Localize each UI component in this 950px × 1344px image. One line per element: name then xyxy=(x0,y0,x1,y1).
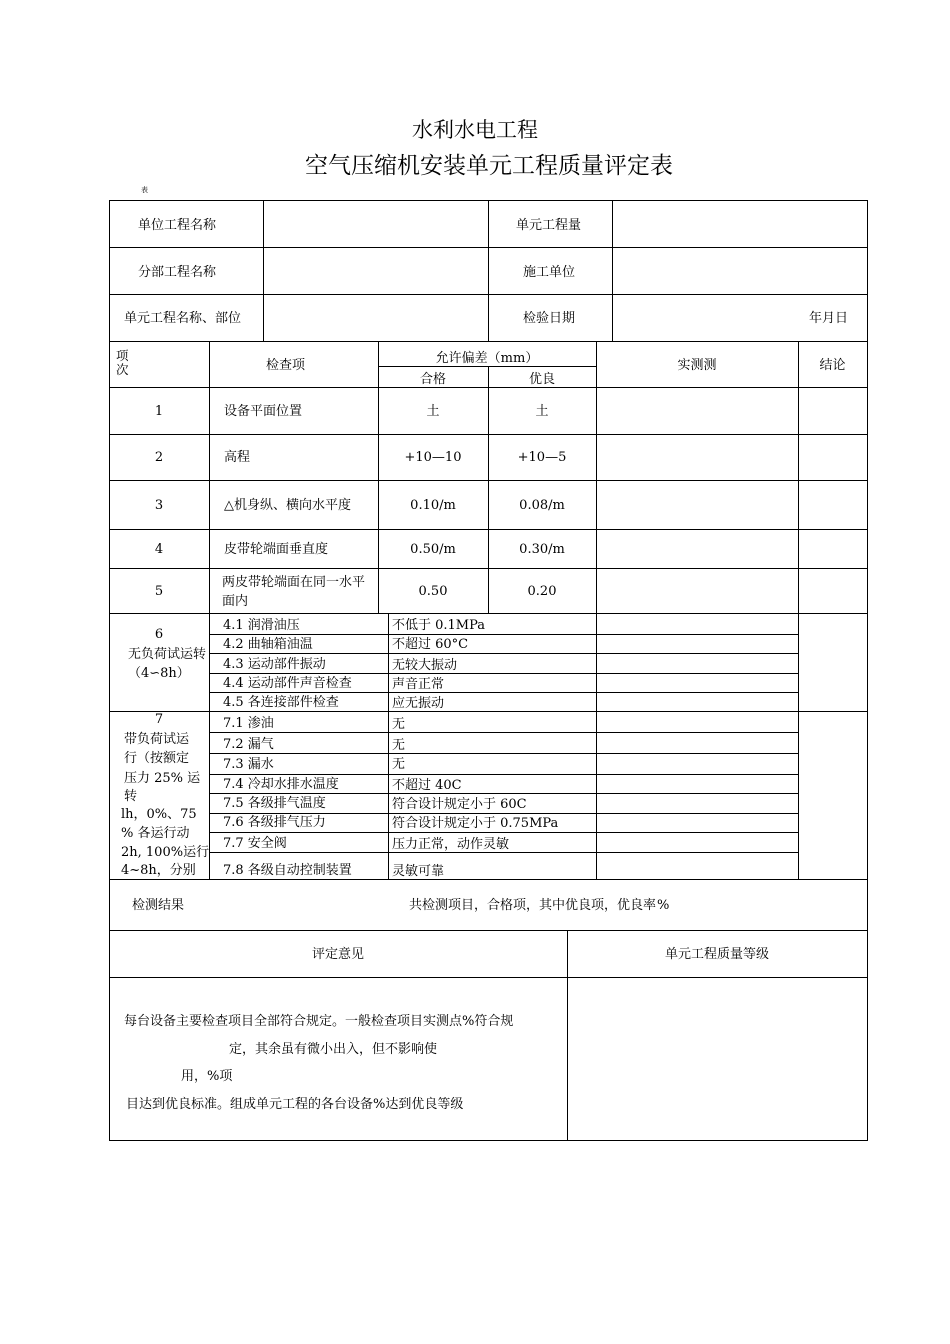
division-project-name-label: 分部工程名称 xyxy=(138,265,217,280)
group7-req: 不超过 40C xyxy=(392,778,462,793)
group7-item: 7.7 安全阀 xyxy=(223,836,287,851)
group6-item: 4.1 润滑油压 xyxy=(223,618,300,633)
group7-item: 7.8 各级自动控制装置 xyxy=(223,863,352,878)
group7-req: 灵敏可靠 xyxy=(392,864,445,879)
group6-req: 应无振动 xyxy=(392,696,445,711)
construction-unit-label: 施工单位 xyxy=(523,265,576,280)
group7-item: 7.4 冷却水排水温度 xyxy=(223,777,339,792)
group7-req: 压力正常，动作灵敏 xyxy=(392,837,510,852)
row-qualified: 土 xyxy=(426,404,440,419)
group7-label-line: 2h, 100%运行 xyxy=(121,845,210,860)
group6-item: 4.4 运动部件声音检查 xyxy=(223,676,352,691)
group6-no: 6 xyxy=(154,627,164,642)
measured-header: 实测测 xyxy=(677,358,717,373)
evaluation-text-line: 每台设备主要检查项目全部符合规定。一般检查项目实测点%符合规 xyxy=(124,1014,514,1029)
row-no: 1 xyxy=(154,404,164,419)
result-text: 共检测项目，合格项，其中优良项，优良率 xyxy=(409,898,657,913)
element-name-location-label: 单元工程名称、部位 xyxy=(124,311,242,326)
group6-req: 不超过 60°C xyxy=(392,637,469,652)
row-item: 皮带轮端面垂直度 xyxy=(224,542,329,557)
row-qualified: 0.50 xyxy=(418,584,448,599)
group7-req: 无 xyxy=(392,738,406,753)
evaluation-text-line: 用，%项 xyxy=(181,1069,233,1084)
group7-item: 7.1 渗油 xyxy=(223,716,274,731)
evaluation-text-line: 目达到优良标准。组成单元工程的各台设备%达到优良等级 xyxy=(126,1097,464,1112)
group7-label-line: 4~8h，分别 xyxy=(121,863,196,878)
group7-req: 无 xyxy=(392,717,406,732)
group7-label-line: lh，0%、75 xyxy=(121,807,197,822)
inspection-date-label: 检验日期 xyxy=(523,311,576,326)
group6-item: 4.5 各连接部件检查 xyxy=(223,695,339,710)
row-no: 2 xyxy=(154,450,164,465)
item-no-header-line2: 次 xyxy=(116,362,129,377)
row-item: 设备平面位置 xyxy=(224,404,303,419)
excellent-header: 优良 xyxy=(528,372,555,387)
group7-no: 7 xyxy=(154,712,164,727)
document-subtitle: 空气压缩机安装单元工程质量评定表 xyxy=(305,153,673,179)
row-item: △机身纵、横向水平度 xyxy=(224,498,351,513)
row-excellent: 0.20 xyxy=(527,584,557,599)
group7-label-line: 带负荷试运 xyxy=(124,732,190,747)
row-qualified: +10—10 xyxy=(404,450,462,465)
evaluation-opinion-label: 评定意见 xyxy=(311,947,364,962)
row-excellent: 土 xyxy=(535,404,549,419)
group7-item: 7.6 各级排气压力 xyxy=(223,815,326,830)
date-value: 年月日 xyxy=(809,311,849,326)
row-qualified: 0.10/m xyxy=(410,498,456,513)
result-percent: % xyxy=(657,898,670,913)
group6-label: 无负荷试运转（4∽8h） xyxy=(128,647,207,681)
document-title: 水利水电工程 xyxy=(412,118,538,142)
conclusion-header: 结论 xyxy=(819,358,846,373)
group7-label-line: 压力 25% 运 xyxy=(124,771,201,786)
group7-label-line: % 各运行动 xyxy=(121,826,190,841)
row-qualified: 0.50/m xyxy=(410,542,456,557)
row-no: 4 xyxy=(154,542,164,557)
group6-item: 4.3 运动部件振动 xyxy=(223,657,326,672)
row-excellent: +10—5 xyxy=(517,450,567,465)
group7-label-line: 转 xyxy=(124,789,138,804)
group7-req: 符合设计规定小于 0.75MPa xyxy=(392,816,559,831)
tolerance-header: 允许偏差（mm） xyxy=(435,351,539,366)
qualified-header: 合格 xyxy=(419,372,446,387)
row-excellent: 0.30/m xyxy=(519,542,565,557)
check-item-header: 检查项 xyxy=(266,358,306,373)
group6-req: 不低于 0.1MPa xyxy=(392,618,486,633)
item-no-header-line1: 项 xyxy=(116,348,129,363)
group6-req: 无较大振动 xyxy=(392,658,458,673)
group7-req: 无 xyxy=(392,757,406,772)
group6-req: 声音正常 xyxy=(392,677,445,692)
group7-req: 符合设计规定小于 60C xyxy=(392,797,527,812)
group7-item: 7.5 各级排气温度 xyxy=(223,796,326,811)
row-excellent: 0.08/m xyxy=(519,498,565,513)
group7-label-line: 行（按额定 xyxy=(124,751,190,766)
evaluation-text-line: 定，其余虽有微小出入，但不影响使 xyxy=(229,1042,438,1057)
group7-item: 7.3 漏水 xyxy=(223,757,274,772)
row-item: 高程 xyxy=(224,450,251,465)
group7-item: 7.2 漏气 xyxy=(223,737,274,752)
row-item: 两皮带轮端面在同一水平面内 xyxy=(222,575,366,609)
row-no: 5 xyxy=(154,584,164,599)
group6-item: 4.2 曲轴箱油温 xyxy=(223,637,313,652)
small-mark: 表 xyxy=(141,186,148,194)
unit-element-quantity-label: 单元工程量 xyxy=(516,218,582,233)
unit-project-name-label: 单位工程名称 xyxy=(138,218,217,233)
result-label: 检测结果 xyxy=(132,898,185,913)
quality-grade-label: 单元工程质量等级 xyxy=(664,947,769,962)
row-no: 3 xyxy=(154,498,164,513)
